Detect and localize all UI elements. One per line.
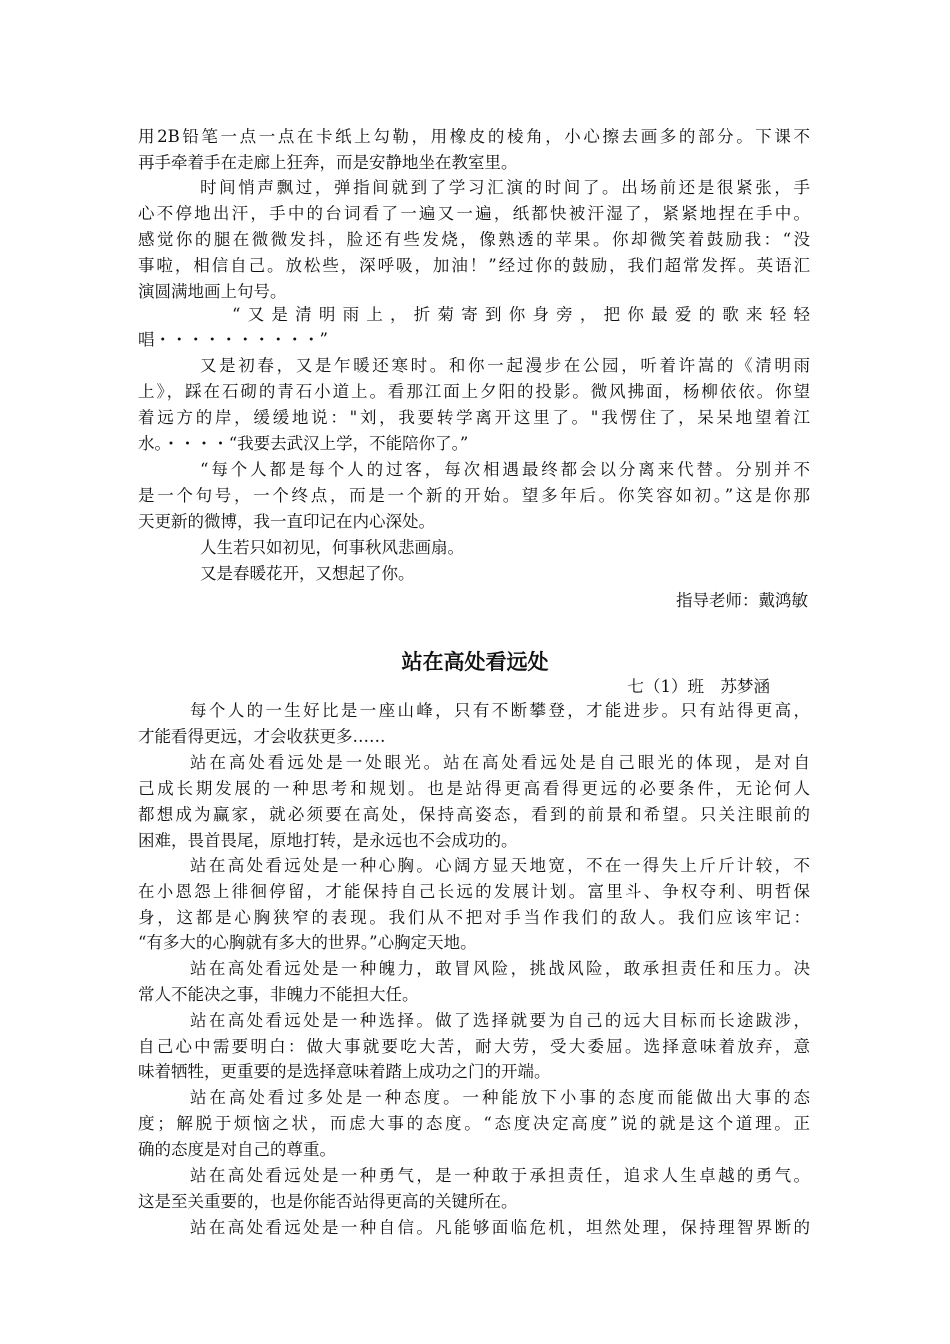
essay-title: 站在高处看远处 — [401, 650, 549, 674]
paragraph-line: 站在高处看远处是一种魄力，敢冒风险，挑战风险，敢承担责任和压力。决 — [190, 959, 810, 978]
paragraph-line: 又是初春，又是乍暖还寒时。和你一起漫步在公园，听着许嵩的《清明雨 — [200, 356, 810, 375]
paragraph-line: “有多大的心胸就有多大的世界。”心胸定天地。 — [138, 933, 477, 952]
paragraph-line: 味着牺牲，更重要的是选择意味着踏上成功之门的开端。 — [138, 1062, 551, 1081]
paragraph-line: 人生若只如初见，何事秋风悲画扇。 — [200, 538, 464, 557]
paragraph-line: 每个人的一生好比是一座山峰，只有不断攀登，才能进步。只有站得更高， — [190, 701, 810, 720]
paragraph-line: 心不停地出汗，手中的台词看了一遍又一遍，纸都快被汗湿了，紧紧地捏在手中。 — [138, 204, 810, 223]
paragraph-line: 水。・・・・“我要去武汉上学，不能陪你了。” — [138, 434, 469, 453]
paragraph-line: 自己心中需要明白：做大事就要吃大苦，耐大劳，受大委屈。选择意味着放弃，意 — [138, 1037, 810, 1056]
paragraph-line: 用2B铅笔一点一点在卡纸上勾勒，用橡皮的棱角，小心擦去画多的部分。下课不 — [138, 127, 810, 146]
paragraph-line: 站在高处看远处是一种心胸。心阔方显天地宽，不在一得失上斤斤计较，不 — [190, 856, 810, 875]
paragraph-line: 着远方的岸，缓缓地说："刘，我要转学离开这里了。"我愣住了，呆呆地望着江 — [138, 408, 810, 427]
paragraph-line: 度；解脱于烦恼之状，而虑大事的态度。“态度决定高度”说的就是这个道理。正 — [138, 1114, 810, 1133]
essay-author: 七（1）班 苏梦涵 — [627, 677, 770, 696]
paragraph-line: 感觉你的腿在微微发抖，脸还有些发烧，像熟透的苹果。你却微笑着鼓励我：“没 — [138, 230, 810, 249]
paragraph-line: 站在高处看远处是一种自信。凡能够面临危机，坦然处理，保持理智界断的 — [190, 1218, 810, 1237]
paragraph-line: 才能看得更远，才会收获更多…… — [138, 727, 386, 746]
paragraph-line: 这是至关重要的，也是你能否站得更高的关键所在。 — [138, 1192, 518, 1211]
paragraph-line: 事啦，相信自己。放松些，深呼吸，加油！”经过你的鼓励，我们超常发挥。英语汇 — [138, 256, 810, 275]
paragraph-line: 站在高处看过多处是一种态度。一种能放下小事的态度而能做出大事的态 — [190, 1088, 810, 1107]
paragraph-line: 是一个句号，一个终点，而是一个新的开始。望多年后。你笑容如初。”这是你那 — [138, 486, 810, 505]
paragraph-line: 己成长期发展的一种思考和规划。也是站得更高看得更远的必要条件，无论何人 — [138, 779, 810, 798]
paragraph-line: 困难，畏首畏尾，原地打转，是永远也不会成功的。 — [138, 831, 518, 850]
paragraph-line: 确的态度是对自己的尊重。 — [138, 1140, 336, 1159]
paragraph-line: 演圆满地画上句号。 — [138, 282, 287, 301]
quote-line: 唱・・・・・・・・・・” — [138, 330, 328, 349]
paragraph-line: 在小恩怨上徘徊停留，才能保持自己长远的发展计划。富里斗、争权夺利、明哲保 — [138, 882, 810, 901]
quote-line: “又是清明雨上，折菊寄到你身旁，把你最爱的歌来轻轻 — [232, 305, 810, 324]
paragraph-line: 上》，踩在石砌的青石小道上。看那江面上夕阳的投影。微风拂面，杨柳依依。你望 — [138, 382, 810, 401]
paragraph-line: “每个人都是每个人的过客，每次相遇最终都会以分离来代替。分别并不 — [200, 460, 810, 479]
paragraph-line: 天更新的微博，我一直印记在内心深处。 — [138, 512, 435, 531]
paragraph-line: 又是春暖花开，又想起了你。 — [200, 564, 415, 583]
paragraph-line: 都想成为赢家，就必须要在高处，保持高姿态，看到的前景和希望。只关注眼前的 — [138, 805, 810, 824]
paragraph-line: 站在高处看远处是一种选择。做了选择就要为自己的远大目标而长途跋涉， — [190, 1011, 810, 1030]
paragraph-line: 常人不能决之事，非魄力不能担大任。 — [138, 985, 419, 1004]
paragraph-line: 站在高处看远处是一处眼光。站在高处看远处是自己眼光的体现，是对自 — [190, 753, 810, 772]
teacher-credit: 指导老师：戴鸿敏 — [676, 591, 808, 610]
paragraph-line: 身，这都是心胸狭窄的表现。我们从不把对手当作我们的敌人。我们应该牢记： — [138, 908, 810, 927]
paragraph-line: 站在高处看远处是一种勇气，是一种敢于承担责任，追求人生卓越的勇气。 — [190, 1166, 810, 1185]
paragraph-line: 时间悄声飘过，弹指间就到了学习汇演的时间了。出场前还是很紧张，手 — [200, 178, 810, 197]
paragraph-line: 再手牵着手在走廊上狂奔，而是安静地坐在教室里。 — [138, 153, 518, 172]
